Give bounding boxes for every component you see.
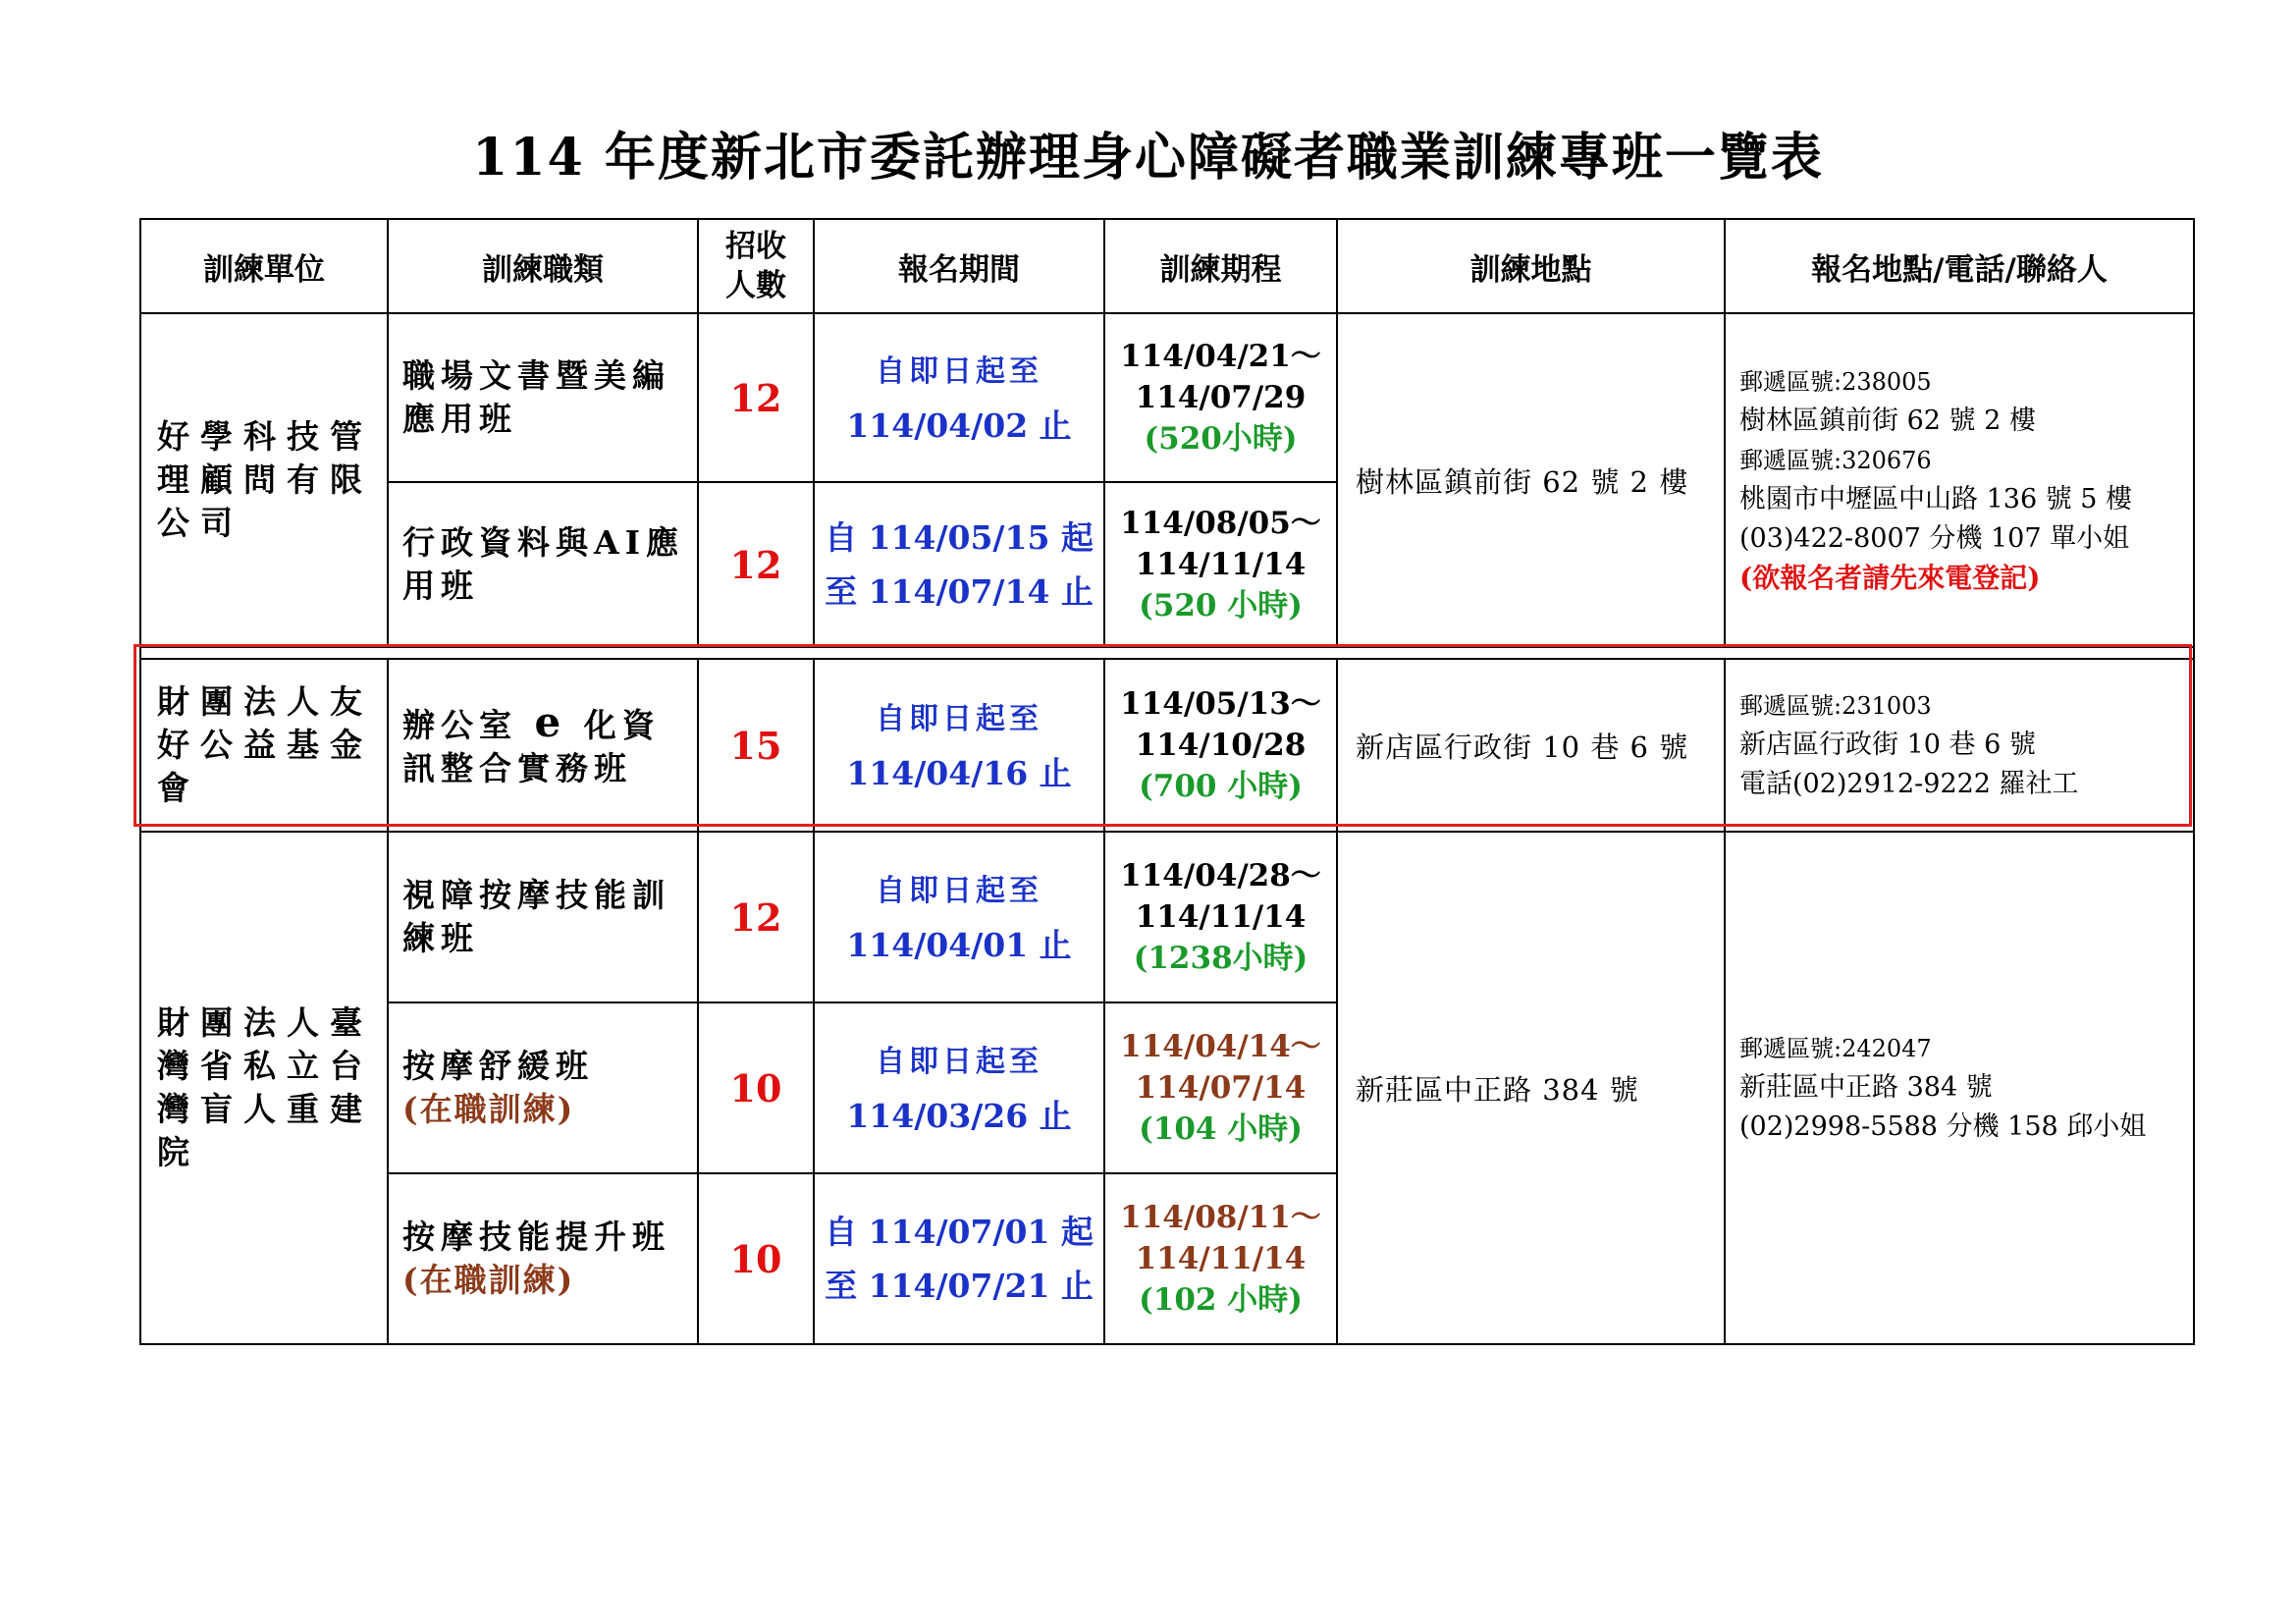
contact-address-1: 新店區行政街 10 巷 6 號 (1739, 730, 2036, 760)
schedule-hours: (520小時) (1144, 421, 1298, 457)
count-cell: 10 (698, 1002, 814, 1173)
contact-phone: (02)2998-5588 分機 158 邱小姐 (1739, 1111, 2147, 1142)
schedule-start: 114/04/28～ (1120, 858, 1321, 893)
page-title: 114 年度新北市委託辦理身心障礙者職業訓練專班一覽表 (472, 128, 1824, 188)
contact-phone: (03)422-8007 分機 107 單小姐 (1739, 522, 2130, 554)
location-cell: 樹林區鎮前街 62 號 2 樓 (1337, 313, 1725, 647)
header-location: 訓練地點 (1337, 219, 1725, 313)
unit-cell: 好學科技管理顧問有限公司 (140, 313, 388, 647)
unit-cell: 財團法人友好公益基金會 (140, 659, 388, 832)
job-text-b: 化資訊整合實務班 (402, 705, 661, 787)
schedule-start: 114/05/13～ (1120, 686, 1321, 722)
count-cell: 12 (698, 832, 814, 1002)
job-cell (388, 1173, 698, 1344)
training-course-table (139, 218, 2195, 1345)
header-count (698, 219, 814, 313)
job-in-service-tag: (在職訓練) (402, 1261, 575, 1299)
schedule-end: 114/11/14 (1135, 899, 1307, 935)
reg-line-a: 自即日起至 (876, 874, 1042, 908)
contact-cell (1725, 313, 2194, 647)
job-cell (388, 659, 698, 832)
schedule-hours: (1238小時) (1133, 941, 1308, 976)
job-cell: 行政資料與AI應用班 (388, 482, 698, 647)
table-row (140, 313, 2194, 482)
registration-period-cell (814, 482, 1104, 647)
header-job: 訓練職類 (388, 219, 698, 313)
header-count-line1: 招收 (725, 229, 786, 264)
reg-line-a: 自即日起至 (876, 1045, 1042, 1079)
header-reg-period: 報名期間 (814, 219, 1104, 313)
registration-period-cell (814, 832, 1104, 1002)
schedule-cell (1104, 659, 1337, 832)
reg-line-a: 自即日起至 (876, 702, 1042, 736)
registration-period-cell (814, 1002, 1104, 1173)
job-cell: 視障按摩技能訓練班 (388, 832, 698, 1002)
job-title: 按摩舒緩班 (402, 1047, 594, 1085)
count-cell: 15 (698, 659, 814, 832)
reg-line-a: 自即日起至 (876, 354, 1042, 389)
contact-postal-1: 郵遞區號:231003 (1739, 692, 1932, 720)
registration-period-cell (814, 659, 1104, 832)
job-cell (388, 1002, 698, 1173)
schedule-end: 114/07/29 (1135, 380, 1307, 415)
job-title: 按摩技能提升班 (402, 1218, 670, 1256)
reg-line-a: 自 114/07/01 起 (825, 1213, 1094, 1251)
schedule-start: 114/04/14～ (1120, 1029, 1321, 1064)
reg-line-a: 自 114/05/15 起 (825, 518, 1094, 557)
schedule-end: 114/10/28 (1135, 728, 1307, 763)
job-in-service-tag: (在職訓練) (402, 1090, 575, 1128)
contact-address-1: 新莊區中正路 384 號 (1739, 1072, 1993, 1103)
schedule-start: 114/08/05～ (1120, 506, 1321, 541)
job-text-e: e (534, 697, 567, 746)
group-separator (140, 647, 2194, 659)
contact-phone: 電話(02)2912-9222 羅社工 (1739, 769, 2079, 799)
schedule-cell (1104, 313, 1337, 482)
reg-line-b: 至 114/07/21 止 (825, 1267, 1094, 1305)
reg-line-b: 至 114/07/14 止 (825, 572, 1094, 611)
contact-postal-2: 郵遞區號:320676 (1739, 446, 1932, 474)
contact-address-1: 樹林區鎮前街 62 號 2 樓 (1739, 405, 2036, 436)
schedule-hours: (700 小時) (1139, 769, 1303, 804)
contact-address-2: 桃園市中壢區中山路 136 號 5 樓 (1739, 483, 2133, 514)
table-row (140, 659, 2194, 832)
reg-line-b: 114/04/16 止 (846, 754, 1072, 792)
count-cell: 12 (698, 313, 814, 482)
schedule-cell (1104, 1002, 1337, 1173)
schedule-cell (1104, 1173, 1337, 1344)
registration-period-cell (814, 313, 1104, 482)
header-count-line2: 人數 (725, 268, 786, 303)
schedule-cell (1104, 832, 1337, 1002)
schedule-end: 114/11/14 (1135, 1241, 1307, 1276)
schedule-start: 114/08/11～ (1120, 1200, 1321, 1235)
location-cell: 新莊區中正路 384 號 (1337, 832, 1725, 1344)
schedule-end: 114/07/14 (1135, 1070, 1307, 1106)
reg-line-b: 114/04/01 止 (846, 926, 1072, 964)
schedule-hours: (102 小時) (1139, 1282, 1303, 1318)
unit-cell: 財團法人臺灣省私立台灣盲人重建院 (140, 832, 388, 1344)
reg-line-b: 114/03/26 止 (846, 1097, 1072, 1135)
contact-cell (1725, 659, 2194, 832)
header-schedule: 訓練期程 (1104, 219, 1337, 313)
job-text-a: 辦公室 (402, 705, 535, 744)
table-row (140, 832, 2194, 1002)
separator-cell (140, 647, 2194, 659)
schedule-hours: (104 小時) (1139, 1111, 1303, 1147)
contact-cell (1725, 832, 2194, 1344)
table-header-row (140, 219, 2194, 313)
count-cell: 10 (698, 1173, 814, 1344)
registration-period-cell (814, 1173, 1104, 1344)
contact-postal-1: 郵遞區號:238005 (1739, 367, 1932, 396)
count-cell: 12 (698, 482, 814, 647)
schedule-start: 114/04/21～ (1120, 339, 1321, 374)
job-cell: 職場文書暨美編應用班 (388, 313, 698, 482)
header-contact: 報名地點/電話/聯絡人 (1725, 219, 2194, 313)
contact-postal-1: 郵遞區號:242047 (1739, 1035, 1932, 1062)
schedule-hours: (520 小時) (1139, 588, 1303, 623)
schedule-end: 114/11/14 (1135, 547, 1307, 582)
location-cell: 新店區行政街 10 巷 6 號 (1337, 659, 1725, 832)
header-unit: 訓練單位 (140, 219, 388, 313)
schedule-cell (1104, 482, 1337, 647)
reg-line-b: 114/04/02 止 (846, 406, 1072, 445)
contact-note: (欲報名者請先來電登記) (1739, 561, 2041, 594)
